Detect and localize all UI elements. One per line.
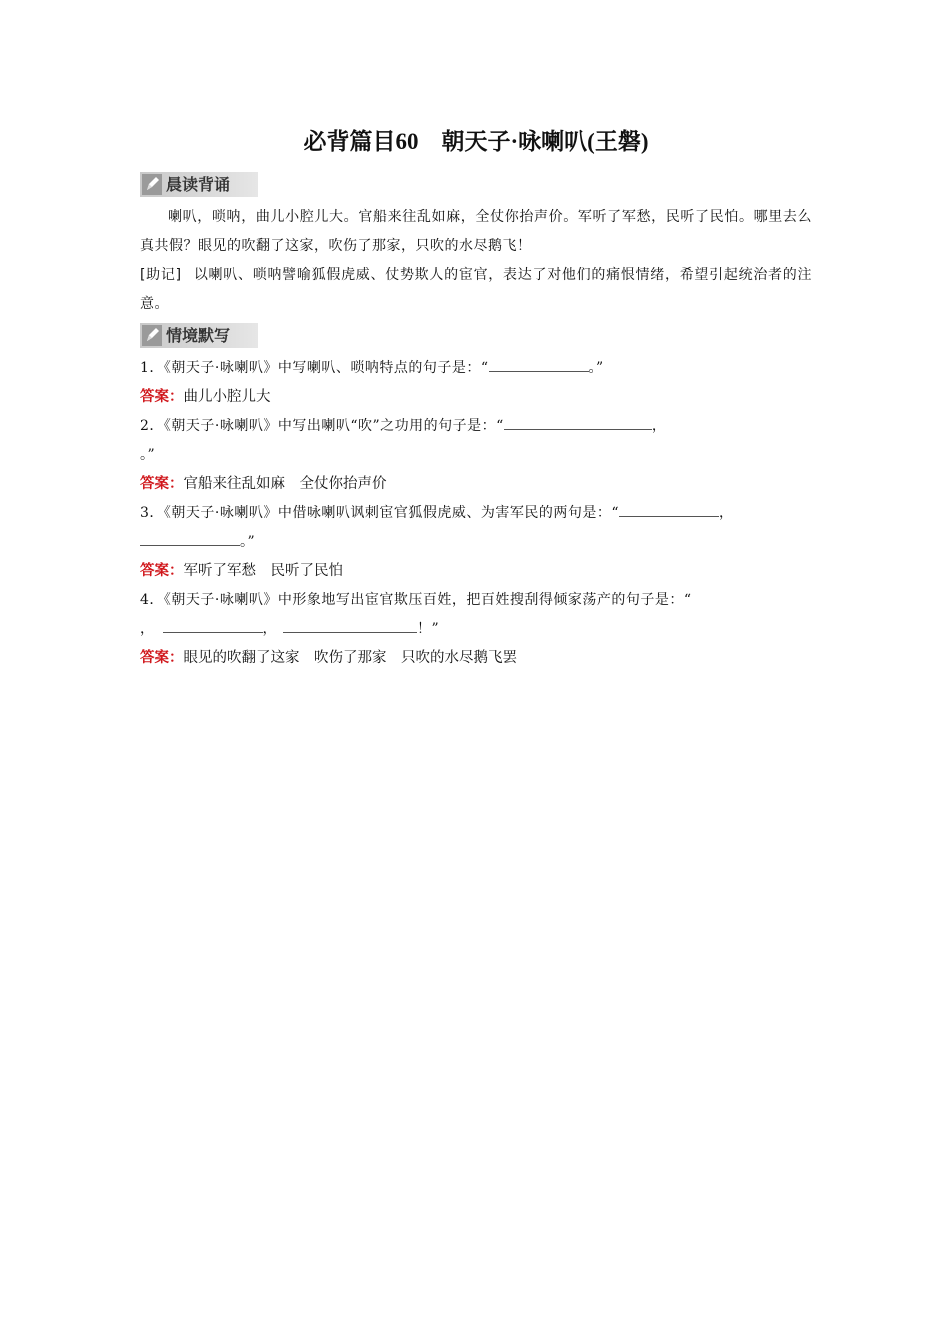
answer-label: 答案： [140, 476, 184, 492]
poem-line-2: 怕。哪里去么真共假？眼见的吹翻了这家，吹伤了那家，只吹的水尽鹅飞！ [140, 209, 813, 254]
question-4-comma: ， [262, 621, 277, 637]
answer-blank[interactable] [283, 618, 417, 633]
section-label-reading: 晨读背诵 [166, 175, 231, 194]
poem-text [140, 203, 812, 261]
answer-blank[interactable] [489, 357, 589, 372]
answer-3 [140, 557, 812, 586]
answer-4-text: 眼见的吹翻了这家 吹伤了那家 只吹的水尽鹅飞罢 [183, 650, 517, 666]
answer-label: 答案： [140, 563, 184, 579]
memo-line-2: 起统治者的注意。 [140, 267, 813, 312]
page-title: 必背篇目60 朝天子·咏喇叭(王磐) [303, 129, 649, 154]
question-2-suffix: 。” [140, 447, 156, 463]
question-4-text: 4．《朝天子·咏喇叭》中形象地写出宦官欺压百姓，把百姓搜刮得倾家荡产的句子是：“ [140, 592, 692, 608]
memo-tag: [助记] [140, 267, 182, 283]
answer-1-text: 曲儿小腔儿大 [183, 389, 271, 405]
question-1 [140, 354, 812, 383]
answer-3-text: 军听了军愁 民听了民怕 [183, 563, 343, 579]
document-page [140, 126, 812, 673]
answer-label: 答案： [140, 389, 184, 405]
question-2-comma: ， [651, 418, 667, 434]
question-4 [140, 586, 812, 644]
answer-blank[interactable] [504, 415, 652, 430]
answer-label: 答案： [140, 650, 184, 666]
memo-paragraph [140, 261, 812, 319]
question-4-comma-start: ， [140, 621, 155, 637]
answer-1 [140, 383, 812, 412]
question-2-text: 2．《朝天子·咏喇叭》中写出喇叭“吹”之功用的句子是：“ [140, 418, 504, 434]
answer-2-text: 官船来往乱如麻 全仗你抬声价 [183, 476, 387, 492]
question-3 [140, 499, 812, 557]
pencil-icon [140, 172, 162, 197]
section-label-dictation: 情境默写 [166, 326, 231, 345]
question-1-suffix: 。” [588, 360, 604, 376]
poem-line-1: 喇叭，唢呐，曲儿小腔儿大。官船来往乱如麻，全仗你抬声价。军听了军愁，民听了民 [168, 209, 725, 225]
memo-line-1: 以喇叭、唢呐譬喻狐假虎威、仗势欺人的宦官，表达了对他们的痛恨情绪，希望引 [193, 267, 724, 283]
question-4-suffix: ！” [417, 621, 440, 637]
answer-4 [140, 644, 812, 673]
question-2 [140, 412, 812, 470]
question-1-text: 1．《朝天子·咏喇叭》中写喇叭、唢呐特点的句子是：“ [140, 360, 489, 376]
section-header-dictation [140, 323, 258, 348]
answer-blank[interactable] [140, 531, 240, 546]
answer-blank[interactable] [619, 502, 719, 517]
pencil-icon [140, 323, 162, 348]
answer-blank[interactable] [163, 618, 263, 633]
question-3-comma: ， [719, 505, 734, 521]
question-3-suffix: 。” [240, 534, 256, 550]
section-header-reading [140, 172, 258, 197]
answer-2 [140, 470, 812, 499]
question-3-text: 3．《朝天子·咏喇叭》中借咏喇叭讽刺宦官狐假虎威、为害军民的两句是：“ [140, 505, 620, 521]
